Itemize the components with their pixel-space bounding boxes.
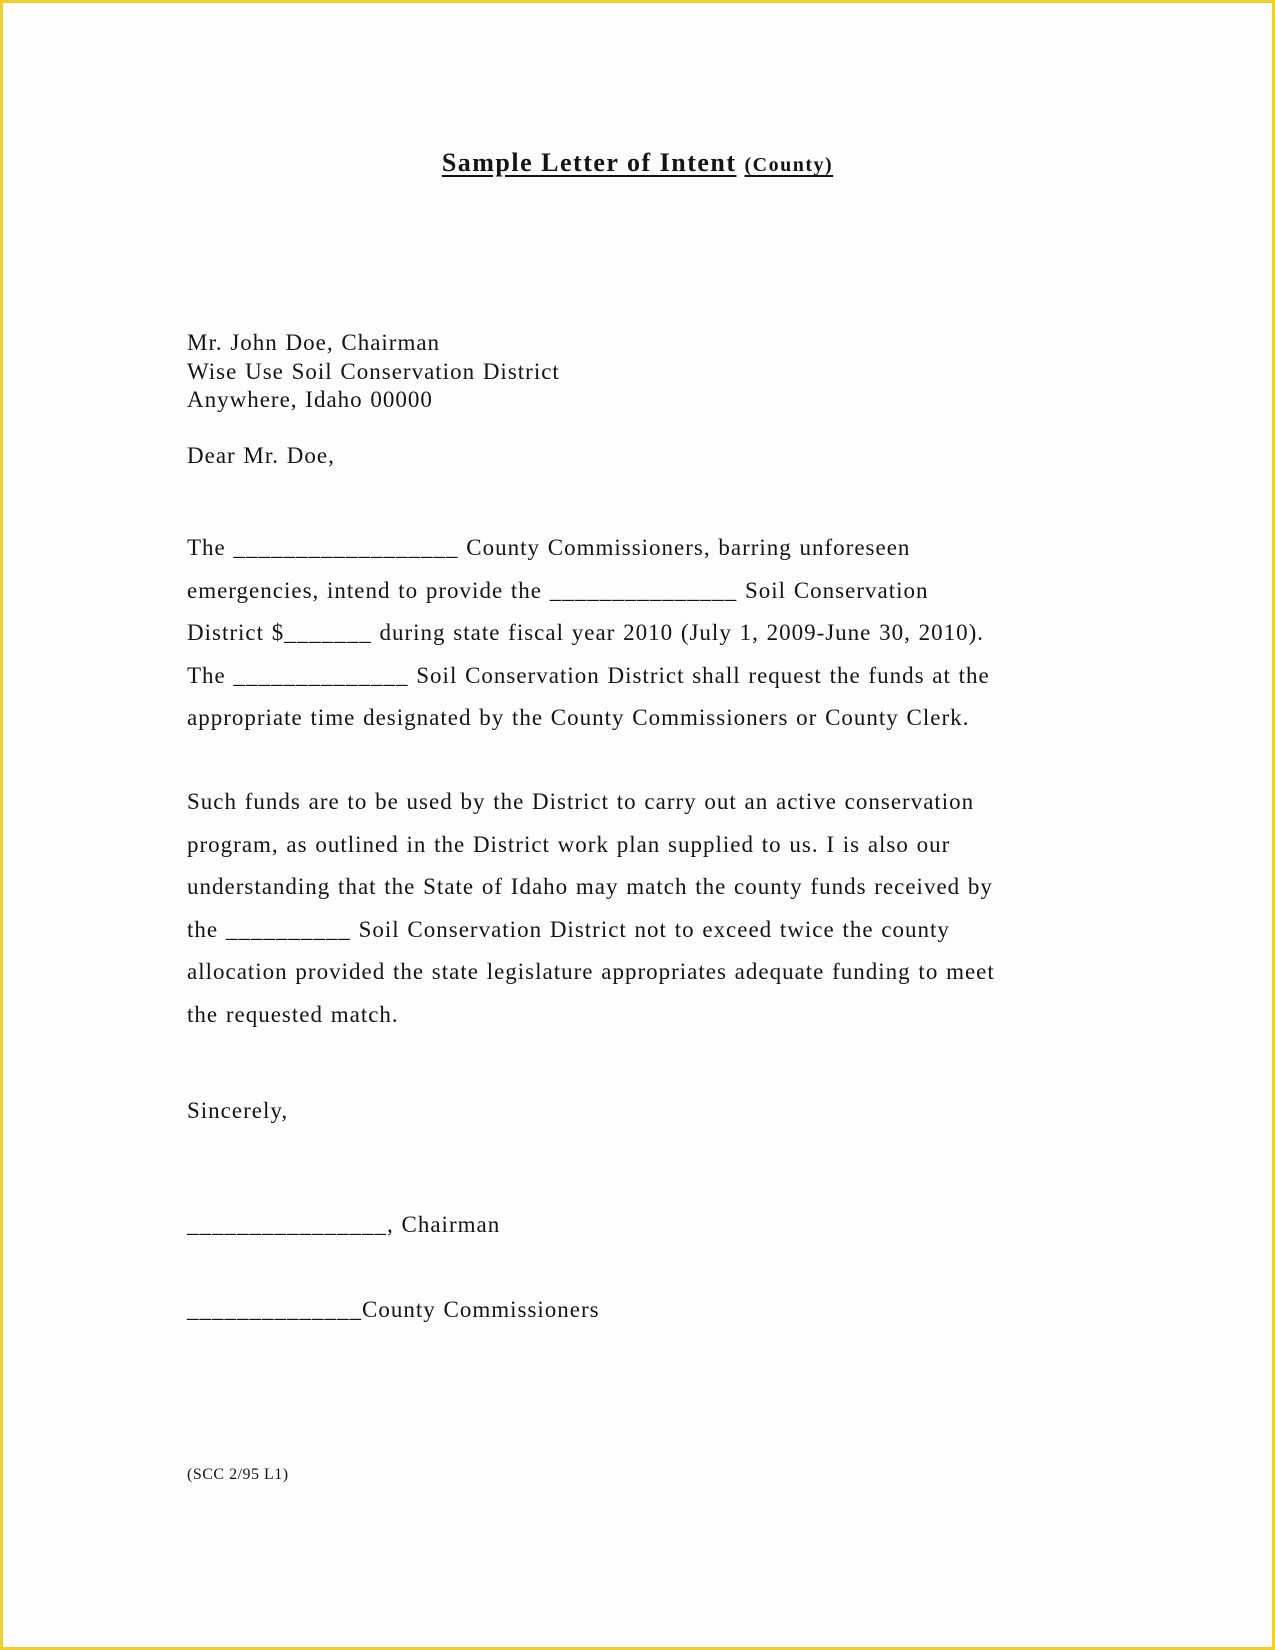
footer-code: (SCC 2/95 L1) (187, 1466, 289, 1483)
recipient-location: Anywhere, Idaho 00000 (187, 387, 433, 412)
recipient-organization: Wise Use Soil Conservation District (187, 358, 560, 384)
recipient-address (187, 329, 1087, 415)
paragraph-1 (187, 527, 1087, 740)
signature-chairman: ________________, Chairman (187, 1212, 501, 1237)
paragraph-line: the requested match. (187, 1001, 399, 1027)
title-sub: (County) (744, 154, 834, 176)
paragraph-line: program, as outlined in the District work plan supplied to us. I is also our (187, 831, 951, 857)
paragraph-line: the __________ Soil Conservation District not to exceed twice the county (187, 916, 950, 942)
paragraph-line: emergencies, intend to provide the _______________ Soil Conservation (187, 577, 929, 603)
paragraph-2 (187, 781, 1087, 1036)
closing: Sincerely, (187, 1098, 289, 1123)
signature-commissioners: ______________County Commissioners (187, 1297, 600, 1322)
paragraph-line: allocation provided the state legislature appropriates adequate funding to meet (187, 959, 995, 984)
paragraph-line: District $_______ during state fiscal year 2010 (July 1, 2009-June 30, 2010). (187, 620, 985, 645)
salutation: Dear Mr. Doe, (187, 443, 335, 468)
paragraph-line: appropriate time designated by the County Commissioners or County Clerk. (187, 705, 970, 730)
letter-title (0, 148, 1275, 178)
title-main: Sample Letter of Intent (441, 148, 737, 177)
recipient-name: Mr. John Doe, Chairman (187, 330, 441, 355)
paragraph-line: The ______________ Soil Conservation District shall request the funds at the (187, 662, 990, 688)
paragraph-line: understanding that the State of Idaho may match the county funds received by (187, 874, 993, 899)
paragraph-line: The __________________ County Commissioners, barring unforeseen (187, 535, 911, 560)
paragraph-line: Such funds are to be used by the District to carry out an active conservation (187, 789, 975, 814)
